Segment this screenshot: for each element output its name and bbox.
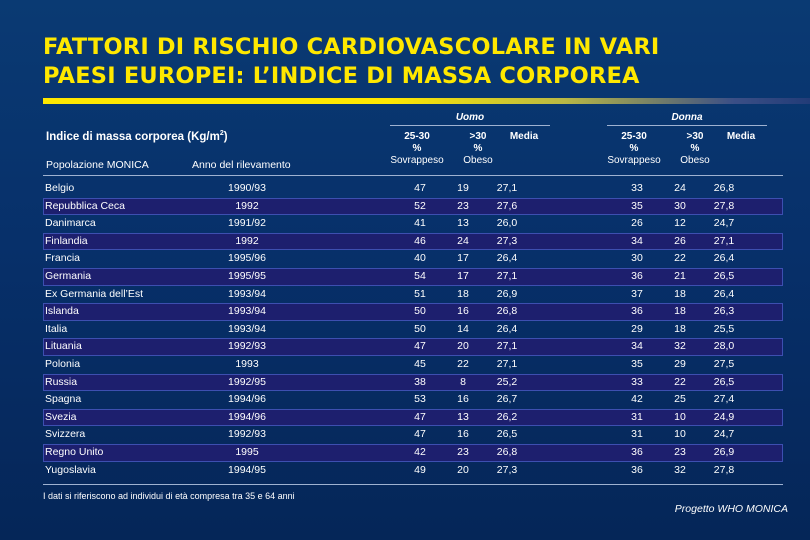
female-mean-cell: 26,5 (713, 375, 735, 388)
male-mean-cell: 25,2 (496, 375, 518, 388)
table-row (43, 198, 783, 216)
female-mean-cell: 24,9 (713, 410, 735, 423)
title-line-2: PAESI EUROPEI: L’INDICE DI MASSA CORPOREA (43, 63, 640, 89)
female-overweight-cell: 36 (631, 305, 643, 318)
table-bottom-divider (43, 484, 783, 485)
female-mean-cell: 26,4 (713, 287, 735, 300)
male-obese-cell: 14 (457, 322, 469, 335)
female-obese-cell: 30 (674, 199, 686, 212)
country-cell: Belgio (45, 182, 75, 194)
year-cell: 1992/95 (228, 375, 266, 388)
male-overweight-cell: 41 (414, 217, 426, 230)
female-overweight-cell: 35 (631, 357, 643, 370)
male-overweight-cell: 50 (414, 305, 426, 318)
male-obese-cell: 23 (457, 445, 469, 458)
male-overweight-range: 25-30 (404, 131, 430, 142)
male-overweight-cell: 47 (414, 340, 426, 353)
female-overweight-cell: 36 (631, 269, 643, 282)
male-obese-cell: 23 (457, 199, 469, 212)
female-mean-cell: 27,8 (713, 463, 735, 476)
year-cell: 1992 (235, 199, 259, 212)
female-obese-cell: 12 (674, 217, 686, 230)
year-cell: 1991/92 (228, 217, 266, 230)
table-row (43, 409, 783, 427)
female-mean-cell: 26,3 (713, 305, 735, 318)
male-mean-cell: 26,0 (496, 217, 518, 230)
year-cell: 1994/95 (228, 463, 266, 476)
female-obese-cell: 22 (674, 252, 686, 265)
male-overweight-cell: 53 (414, 393, 426, 406)
year-cell: 1995/96 (228, 252, 266, 265)
male-obese-cell: 17 (457, 252, 469, 265)
table-row (43, 286, 783, 304)
group-header-male: Uomo (455, 112, 485, 123)
table-row (43, 321, 783, 339)
male-obese-cell: 13 (457, 217, 469, 230)
male-mean-cell: 26,8 (496, 305, 518, 318)
female-overweight-cell: 33 (631, 375, 643, 388)
female-obese-cell: 21 (674, 269, 686, 282)
female-mean-cell: 27,4 (713, 393, 735, 406)
female-overweight-cell: 36 (631, 463, 643, 476)
table-row (43, 338, 783, 356)
header-divider (43, 175, 783, 176)
male-overweight-cell: 47 (414, 410, 426, 423)
male-mean-cell: 26,4 (496, 322, 518, 335)
female-overweight-cell: 42 (631, 393, 643, 406)
year-cell: 1992/93 (228, 428, 266, 441)
male-obese-header (458, 131, 498, 167)
male-overweight-cell: 46 (414, 234, 426, 247)
country-cell: Regno Unito (45, 445, 104, 458)
country-cell: Finlandia (45, 234, 88, 247)
male-obese-cell: 16 (457, 428, 469, 441)
data-table (43, 180, 783, 479)
female-mean-cell: 25,5 (713, 322, 735, 335)
male-overweight-cell: 51 (414, 287, 426, 300)
female-mean-header: Media (726, 131, 756, 142)
male-overweight-cell: 52 (414, 199, 426, 212)
male-mean-cell: 26,7 (496, 393, 518, 406)
male-mean-cell: 27,1 (496, 357, 518, 370)
country-cell: Germania (45, 269, 92, 282)
female-mean-cell: 27,8 (713, 199, 735, 212)
female-obese-range: >30 (686, 131, 704, 142)
female-overweight-cell: 33 (631, 182, 643, 194)
country-cell: Repubblica Ceca (45, 199, 125, 212)
female-overweight-unit: % (629, 143, 639, 154)
female-obese-header (675, 131, 715, 167)
female-obese-cell: 10 (674, 428, 686, 441)
male-obese-cell: 16 (457, 393, 469, 406)
table-row (43, 180, 783, 198)
bmi-header-superscript: 2 (219, 130, 224, 137)
female-overweight-cell: 31 (631, 410, 643, 423)
year-cell: 1993/94 (228, 305, 266, 318)
table-row (43, 462, 783, 480)
male-overweight-cell: 47 (414, 182, 426, 194)
male-obese-cell: 16 (457, 305, 469, 318)
male-mean-header: Media (509, 131, 539, 142)
male-obese-cell: 8 (460, 375, 466, 388)
female-mean-cell: 24,7 (713, 217, 735, 230)
male-mean-cell: 26,2 (496, 410, 518, 423)
male-overweight-cell: 42 (414, 445, 426, 458)
female-overweight-header (604, 131, 664, 167)
male-mean-cell: 27,3 (496, 463, 518, 476)
female-mean-cell: 26,8 (713, 182, 735, 194)
male-obese-cell: 18 (457, 287, 469, 300)
female-overweight-cell: 29 (631, 322, 643, 335)
table-row (43, 233, 783, 251)
female-overweight-cell: 37 (631, 287, 643, 300)
year-cell: 1992/93 (228, 340, 266, 353)
population-header: Popolazione MONICA (46, 159, 149, 171)
table-row (43, 268, 783, 286)
female-mean-cell: 26,4 (713, 252, 735, 265)
female-mean-cell: 26,5 (713, 269, 735, 282)
female-obese-cell: 18 (674, 322, 686, 335)
year-cell: 1994/96 (228, 410, 266, 423)
country-cell: Islanda (45, 305, 79, 318)
source-credit: Progetto WHO MONICA (674, 503, 788, 515)
female-overweight-cell: 34 (631, 234, 643, 247)
male-mean-cell: 26,5 (496, 428, 518, 441)
country-cell: Spagna (45, 393, 82, 406)
group-rule-male (390, 125, 550, 126)
male-overweight-cell: 40 (414, 252, 426, 265)
bmi-header (46, 130, 228, 143)
female-obese-cell: 24 (674, 182, 686, 194)
footnote: I dati si riferiscono ad individui di età compresa tra 35 e 64 anni (43, 491, 295, 501)
male-obese-label: Obeso (463, 155, 493, 166)
country-cell: Russia (45, 375, 78, 388)
year-header: Anno del rilevamento (192, 159, 291, 171)
female-obese-cell: 32 (674, 463, 686, 476)
male-obese-range: >30 (469, 131, 487, 142)
female-mean-cell: 27,5 (713, 357, 735, 370)
bmi-header-close: ) (223, 130, 228, 143)
male-obese-cell: 13 (457, 410, 469, 423)
male-overweight-label: Sovrappeso (390, 155, 444, 166)
year-cell: 1993 (235, 357, 259, 370)
male-obese-cell: 17 (457, 269, 469, 282)
female-mean-cell: 27,1 (713, 234, 735, 247)
title-underline (43, 98, 810, 104)
group-header-female: Donna (671, 112, 703, 123)
male-overweight-cell: 49 (414, 463, 426, 476)
country-cell: Yugoslavia (45, 463, 96, 476)
male-overweight-cell: 54 (414, 269, 426, 282)
table-row (43, 374, 783, 392)
country-cell: Polonia (45, 357, 81, 370)
male-obese-cell: 19 (457, 182, 469, 194)
female-overweight-cell: 35 (631, 199, 643, 212)
female-overweight-label: Sovrappeso (607, 155, 661, 166)
female-mean-cell: 28,0 (713, 340, 735, 353)
male-overweight-cell: 38 (414, 375, 426, 388)
male-obese-cell: 20 (457, 463, 469, 476)
female-obese-cell: 32 (674, 340, 686, 353)
female-overweight-cell: 30 (631, 252, 643, 265)
male-mean-cell: 26,8 (496, 445, 518, 458)
male-mean-cell: 26,4 (496, 252, 518, 265)
country-cell: Francia (45, 252, 81, 265)
table-row (43, 303, 783, 321)
male-mean-cell: 27,1 (496, 340, 518, 353)
female-obese-cell: 22 (674, 375, 686, 388)
female-overweight-cell: 34 (631, 340, 643, 353)
group-rule-female (607, 125, 767, 126)
country-cell: Danimarca (45, 217, 96, 230)
title-line-1: FATTORI DI RISCHIO CARDIOVASCOLARE IN VARI (43, 34, 660, 60)
page-title (43, 33, 783, 91)
female-obese-unit: % (690, 143, 700, 154)
male-overweight-cell: 47 (414, 428, 426, 441)
year-cell: 1994/96 (228, 393, 266, 406)
male-obese-cell: 22 (457, 357, 469, 370)
country-cell: Lituania (45, 340, 82, 353)
female-obese-cell: 18 (674, 287, 686, 300)
table-row (43, 356, 783, 374)
male-overweight-cell: 50 (414, 322, 426, 335)
female-obese-cell: 18 (674, 305, 686, 318)
year-cell: 1993/94 (228, 287, 266, 300)
male-overweight-cell: 45 (414, 357, 426, 370)
female-obese-cell: 23 (674, 445, 686, 458)
female-overweight-cell: 31 (631, 428, 643, 441)
male-obese-cell: 20 (457, 340, 469, 353)
year-cell: 1992 (235, 234, 259, 247)
female-obese-cell: 25 (674, 393, 686, 406)
table-row (43, 250, 783, 268)
male-overweight-header (387, 131, 447, 167)
female-mean-cell: 26,9 (713, 445, 735, 458)
male-mean-cell: 27,3 (496, 234, 518, 247)
year-cell: 1995 (235, 445, 259, 458)
bmi-header-label: Indice di massa corporea (Kg/m (46, 130, 220, 143)
female-obese-label: Obeso (680, 155, 710, 166)
country-cell: Svezia (45, 410, 77, 423)
year-cell: 1990/93 (228, 182, 266, 194)
female-obese-cell: 29 (674, 357, 686, 370)
table-row (43, 391, 783, 409)
table-row (43, 215, 783, 233)
female-overweight-cell: 26 (631, 217, 643, 230)
male-overweight-unit: % (412, 143, 422, 154)
table-row (43, 444, 783, 462)
male-obese-unit: % (473, 143, 483, 154)
male-mean-cell: 27,1 (496, 269, 518, 282)
male-mean-cell: 27,6 (496, 199, 518, 212)
country-cell: Italia (45, 322, 68, 335)
country-cell: Ex Germania dell’Est (45, 287, 144, 300)
female-mean-cell: 24,7 (713, 428, 735, 441)
table-row (43, 426, 783, 444)
male-mean-cell: 27,1 (496, 182, 518, 194)
male-obese-cell: 24 (457, 234, 469, 247)
year-cell: 1993/94 (228, 322, 266, 335)
female-obese-cell: 26 (674, 234, 686, 247)
female-overweight-range: 25-30 (621, 131, 647, 142)
country-cell: Svizzera (45, 428, 86, 441)
female-overweight-cell: 36 (631, 445, 643, 458)
year-cell: 1995/95 (228, 269, 266, 282)
female-obese-cell: 10 (674, 410, 686, 423)
male-mean-cell: 26,9 (496, 287, 518, 300)
